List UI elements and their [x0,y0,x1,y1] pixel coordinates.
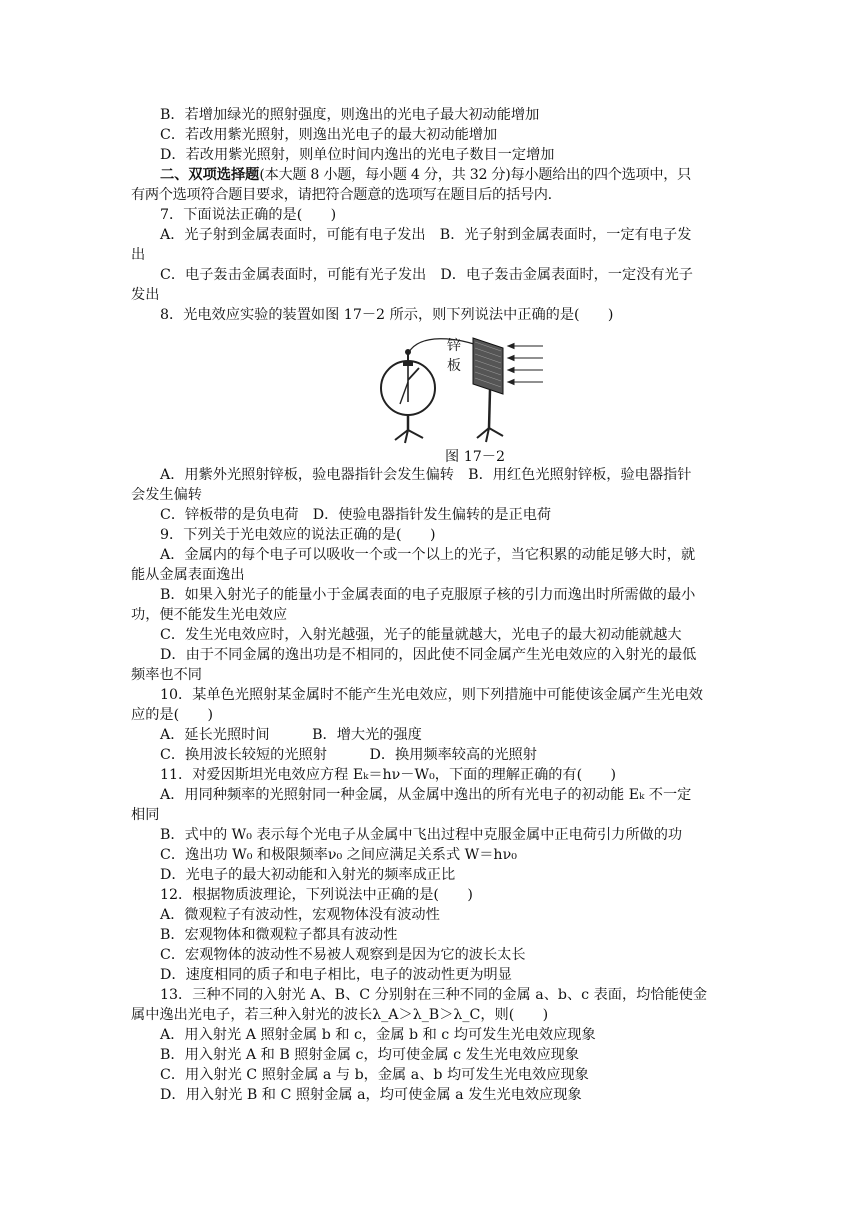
q9-option-c: C．发生光电效应时，入射光越强，光子的能量就越大，光电子的最大初动能就越大 [160,627,682,643]
figure-caption: 图 17－2 [445,449,505,465]
q9-option-b: B．如果入射光子的能量小于金属表面的电子克服原子核的引力而逸出时所需做的最小 [160,587,696,603]
q12-option-c: C．宏观物体的波动性不易被人观察到是因为它的波长太长 [160,947,526,963]
section-2-instructions: (本大题 8 小题，每小题 4 分，共 32 分)每小题给出的四个选项中，只 [259,167,692,183]
q7-stem: 7．下面说法正确的是( ) [160,207,337,223]
q8-options-cd: C．锌板带的是负电荷 D．使验电器指针发生偏转的是正电荷 [160,507,552,523]
q6-option-c: C．若改用紫光照射，则逸出光电子的最大初动能增加 [160,127,498,143]
q11-option-b: B．式中的 W₀ 表示每个光电子从金属中飞出过程中克服金属中正电荷引力所做的功 [160,827,683,843]
q9-option-a-cont: 能从金属表面逸出 [131,567,245,583]
section-2-heading [160,166,770,186]
q13-stem: 13．三种不同的入射光 A、B、C 分别射在三种不同的金属 a、b、c 表面，均恰能使金 [160,987,708,1003]
light-arrows [508,344,543,385]
q13-option-b: B．用入射光 A 和 B 照射金属 c，均可使金属 c 发生光电效应现象 [160,1047,580,1063]
q9-option-d-cont: 频率也不同 [131,667,202,683]
q9-option-d: D．由于不同金属的逸出功是不相同的，因此使不同金属产生光电效应的入射光的最低 [160,647,697,663]
q11-option-a-cont: 相同 [131,807,160,823]
q8-options-ab-cont: 会发生偏转 [131,487,202,503]
q12-option-b: B．宏观物体和微观粒子都具有波动性 [160,927,398,943]
q13-option-a: A．用入射光 A 照射金属 b 和 c，金属 b 和 c 均可发生光电效应现象 [160,1027,596,1043]
electroscope-tripod [395,430,423,443]
q10-options-ab: A．延长光照时间 B．增大光的强度 [160,727,422,743]
q8-stem: 8．光电效应实验的装置如图 17－2 所示，则下列说法中正确的是( ) [160,307,614,323]
q8-options-ab: A．用紫外光照射锌板，验电器指针会发生偏转 B．用红色光照射锌板，验电器指针 [160,467,692,483]
q10-stem-cont: 应的是( ) [131,707,214,723]
q7-options-cd: C．电子轰击金属表面时，可能有光子发出 D．电子轰击金属表面时，一定没有光子 [160,267,693,283]
q13-stem-cont: 属中逸出光电子，若三种入射光的波长λ_A＞λ_B＞λ_C，则( ) [131,1007,549,1023]
plate-label-plate: 板 [447,358,461,374]
q11-option-c: C．逸出功 W₀ 和极限频率ν₀ 之间应满足关系式 W＝hν₀ [160,847,517,863]
electroscope-figure [375,330,555,446]
q10-stem: 10．某单色光照射某金属时不能产生光电效应，则下列措施中可能使该金属产生光电效 [160,687,703,703]
q6-option-b: B．若增加绿光的照射强度，则逸出的光电子最大初动能增加 [160,107,540,123]
q12-option-a: A．微观粒子有波动性，宏观物体没有波动性 [160,907,440,923]
q13-option-c: C．用入射光 C 照射金属 a 与 b，金属 a、b 均可发生光电效应现象 [160,1067,589,1083]
q9-option-b-cont: 功，便不能发生光电效应 [131,607,288,623]
electroscope-needle-lower [400,382,408,404]
q10-options-cd: C．换用波长较短的光照射 D．换用频率较高的光照射 [160,747,537,763]
q11-stem: 11．对爱因斯坦光电效应方程 Eₖ＝hν－W₀，下面的理解正确的有( ) [160,767,617,783]
plate-stand [489,390,490,428]
q11-option-a: A．用同种频率的光照射同一种金属，从金属中逸出的所有光电子的初动能 Eₖ 不一定 [160,787,692,803]
electroscope-needle [408,368,419,380]
q6-option-d: D．若改用紫光照射，则单位时间内逸出的光电子数目一定增加 [160,147,555,163]
q13-option-d: D．用入射光 B 和 C 照射金属 a，均可使金属 a 发生光电效应现象 [160,1087,582,1103]
q11-option-d: D．光电子的最大初动能和入射光的频率成正比 [160,867,456,883]
plate-tripod [477,428,503,442]
q9-option-a: A．金属内的每个电子可以吸收一个或一个以上的光子，当它积累的动能足够大时，就 [160,547,696,563]
section-2-title: 二、双项选择题 [160,167,260,183]
q9-stem: 9．下列关于光电效应的说法正确的是( ) [160,527,436,543]
q12-option-d: D．速度相同的质子和电子相比，电子的波动性更为明显 [160,967,512,983]
q12-stem: 12．根据物质波理论，下列说法中正确的是( ) [160,887,473,903]
plate-label-zinc: 锌 [447,338,461,354]
section-2-instructions-cont: 有两个选项符合题目要求，请把符合题意的选项写在题目后的括号内. [131,187,552,203]
q7-options-ab-cont: 出 [131,247,146,263]
q7-options-ab: A．光子射到金属表面时，可能有电子发出 B．光子射到金属表面时，一定有电子发 [160,227,692,243]
q7-options-cd-cont: 发出 [131,287,160,303]
